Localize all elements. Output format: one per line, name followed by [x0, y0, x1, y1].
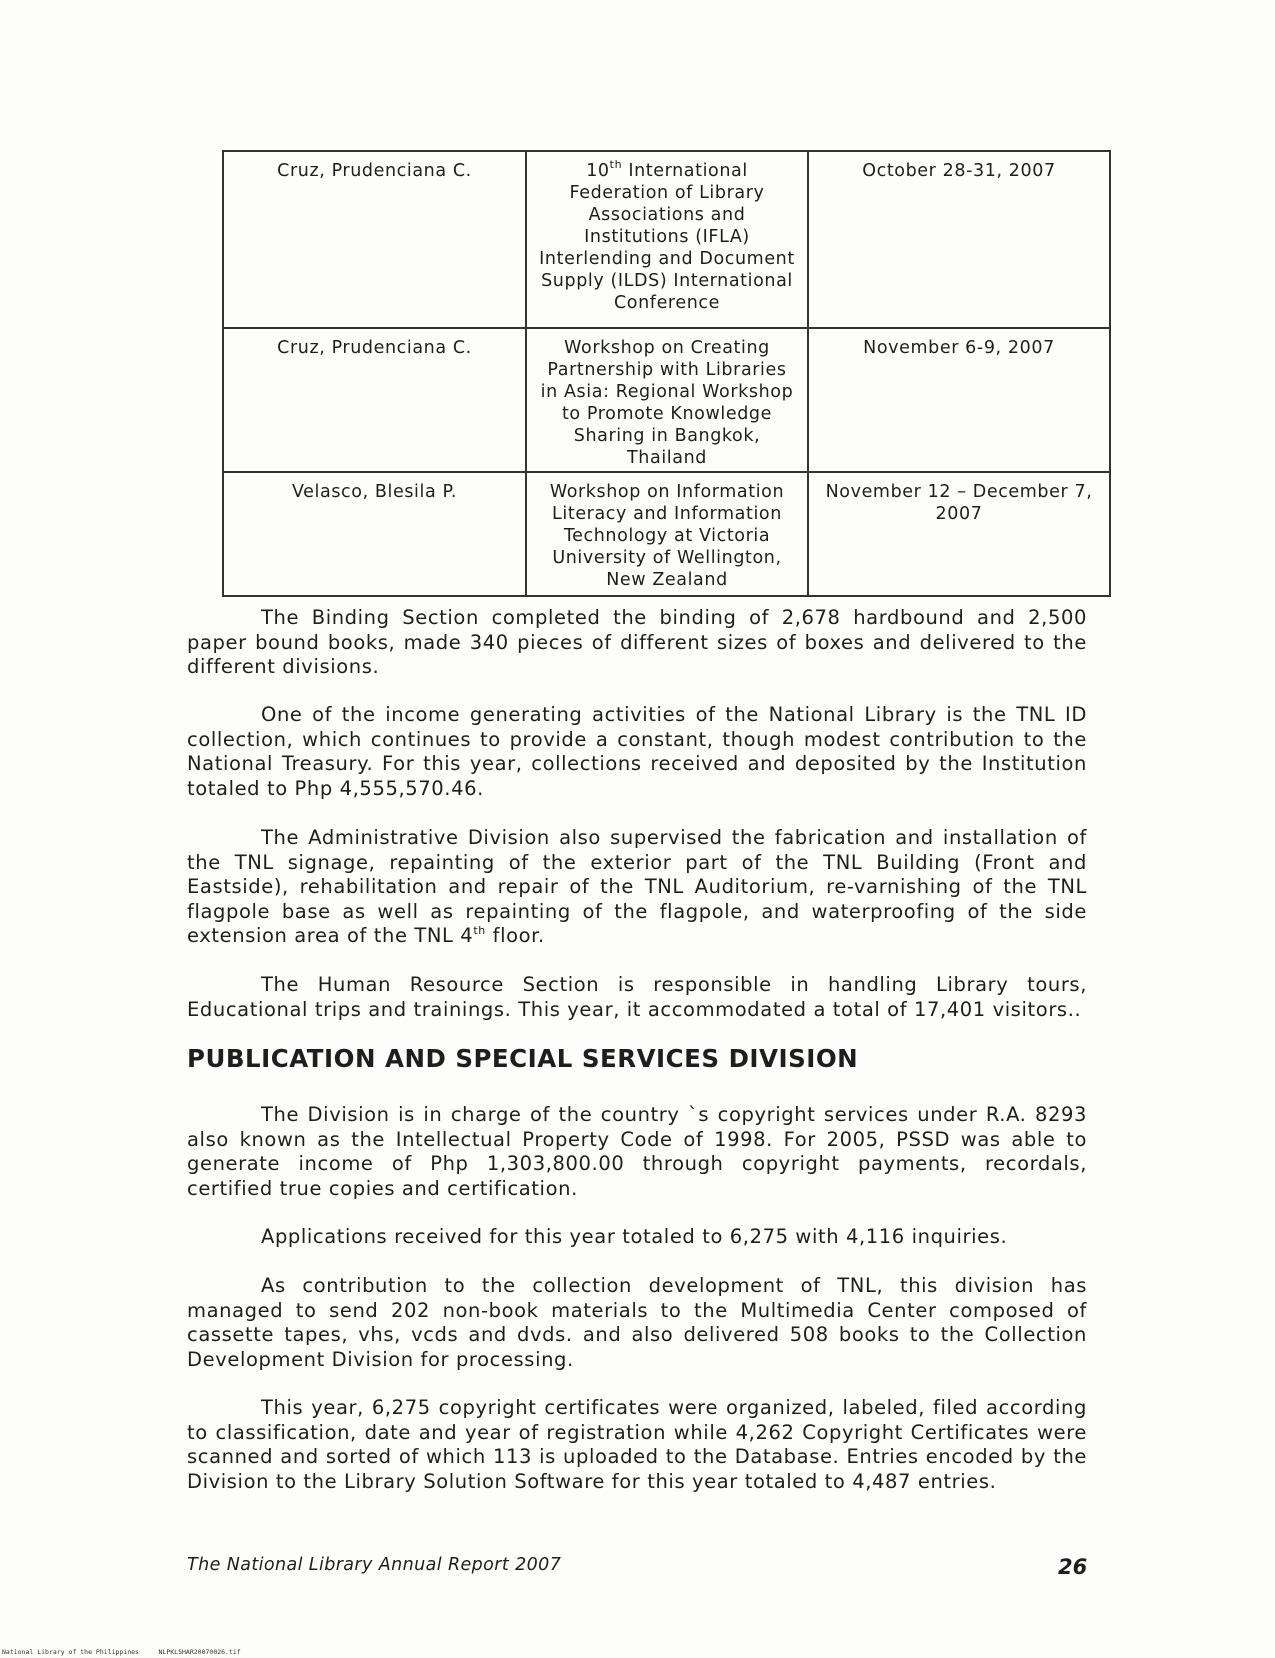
paragraph-income: One of the income generating activities of the National Library is the TNL ID collection, which continues to provide a constant, though modest contribution to the National Treasury. For this year, collections received and deposited by the Institution totaled to Php 4,555,570.46.	[187, 703, 1087, 800]
paragraph-applications: Applications received for this year totaled to 6,275 with 4,116 inquiries.	[261, 1225, 1008, 1248]
footer-title: The National Library Annual Report 2007	[187, 1555, 562, 1575]
event-date: November 6-9, 2007	[808, 328, 1110, 472]
training-table	[222, 150, 1111, 597]
event-title: Workshop on Creating Partnership with Libraries in Asia: Regional Workshop to Promote Knowledge Sharing in Bangkok, Thailand	[526, 328, 808, 472]
participant-name: Cruz, Prudenciana C.	[223, 151, 526, 328]
participant-name: Cruz, Prudenciana C.	[223, 328, 526, 472]
section-heading: PUBLICATION AND SPECIAL SERVICES DIVISION	[187, 1044, 859, 1073]
table-row	[223, 151, 1110, 328]
scan-stamp: National Library of the Philippines NLPKLSHAR20070026.tif	[2, 1648, 241, 1656]
paragraph-human-resource: The Human Resource Section is responsible in handling Library tours, Educational trips and trainings. This year, it accommodated a total of 17,401 visitors..	[187, 973, 1087, 1021]
event-date: November 12 – December 7, 2007	[808, 472, 1110, 596]
page-number: 26	[1058, 1555, 1088, 1579]
paragraph-administrative: The Administrative Division also supervised the fabrication and installation of the TNL signage, repainting of the exterior part of the TNL Building (Front and Eastside), rehabilitation and repair of the TNL Auditorium, re-varnishing of the TNL flagpole base as well as repainting of the flagpole, and waterproofing of the side extension area of the TNL 4th floor.	[187, 826, 1087, 947]
table-row	[223, 472, 1110, 596]
participant-name: Velasco, Blesila P.	[223, 472, 526, 596]
event-title: 10th International Federation of Library Associations and Institutions (IFLA) Interlending and Document Supply (ILDS) International Conference	[526, 151, 808, 328]
paragraph-binding: The Binding Section completed the binding of 2,678 hardbound and 2,500 paper bound books, made 340 pieces of different sizes of boxes and delivered to the different divisions.	[187, 606, 1087, 678]
table-row	[223, 328, 1110, 472]
paragraph-copyright-services: The Division is in charge of the country `s copyright services under R.A. 8293 also known as the Intellectual Property Code of 1998. For 2005, PSSD was able to generate income of Php 1,303,800.00 through copyright payments, recordals, certified true copies and certification.	[187, 1103, 1087, 1200]
paragraph-certificates: This year, 6,275 copyright certificates were organized, labeled, filed according to classification, date and year of registration while 4,262 Copyright Certificates were scanned and sorted of which 113 is uploaded to the Database. Entries encoded by the Division to the Library Solution Software for this year totaled to 4,487 entries.	[187, 1396, 1087, 1493]
event-date: October 28-31, 2007	[808, 151, 1110, 328]
event-title: Workshop on Information Literacy and Information Technology at Victoria University of Wellington, New Zealand	[526, 472, 808, 596]
paragraph-collection-development: As contribution to the collection development of TNL, this division has managed to send 202 non-book materials to the Multimedia Center composed of cassette tapes, vhs, vcds and dvds. and also delivered 508 books to the Collection Development Division for processing.	[187, 1274, 1087, 1371]
